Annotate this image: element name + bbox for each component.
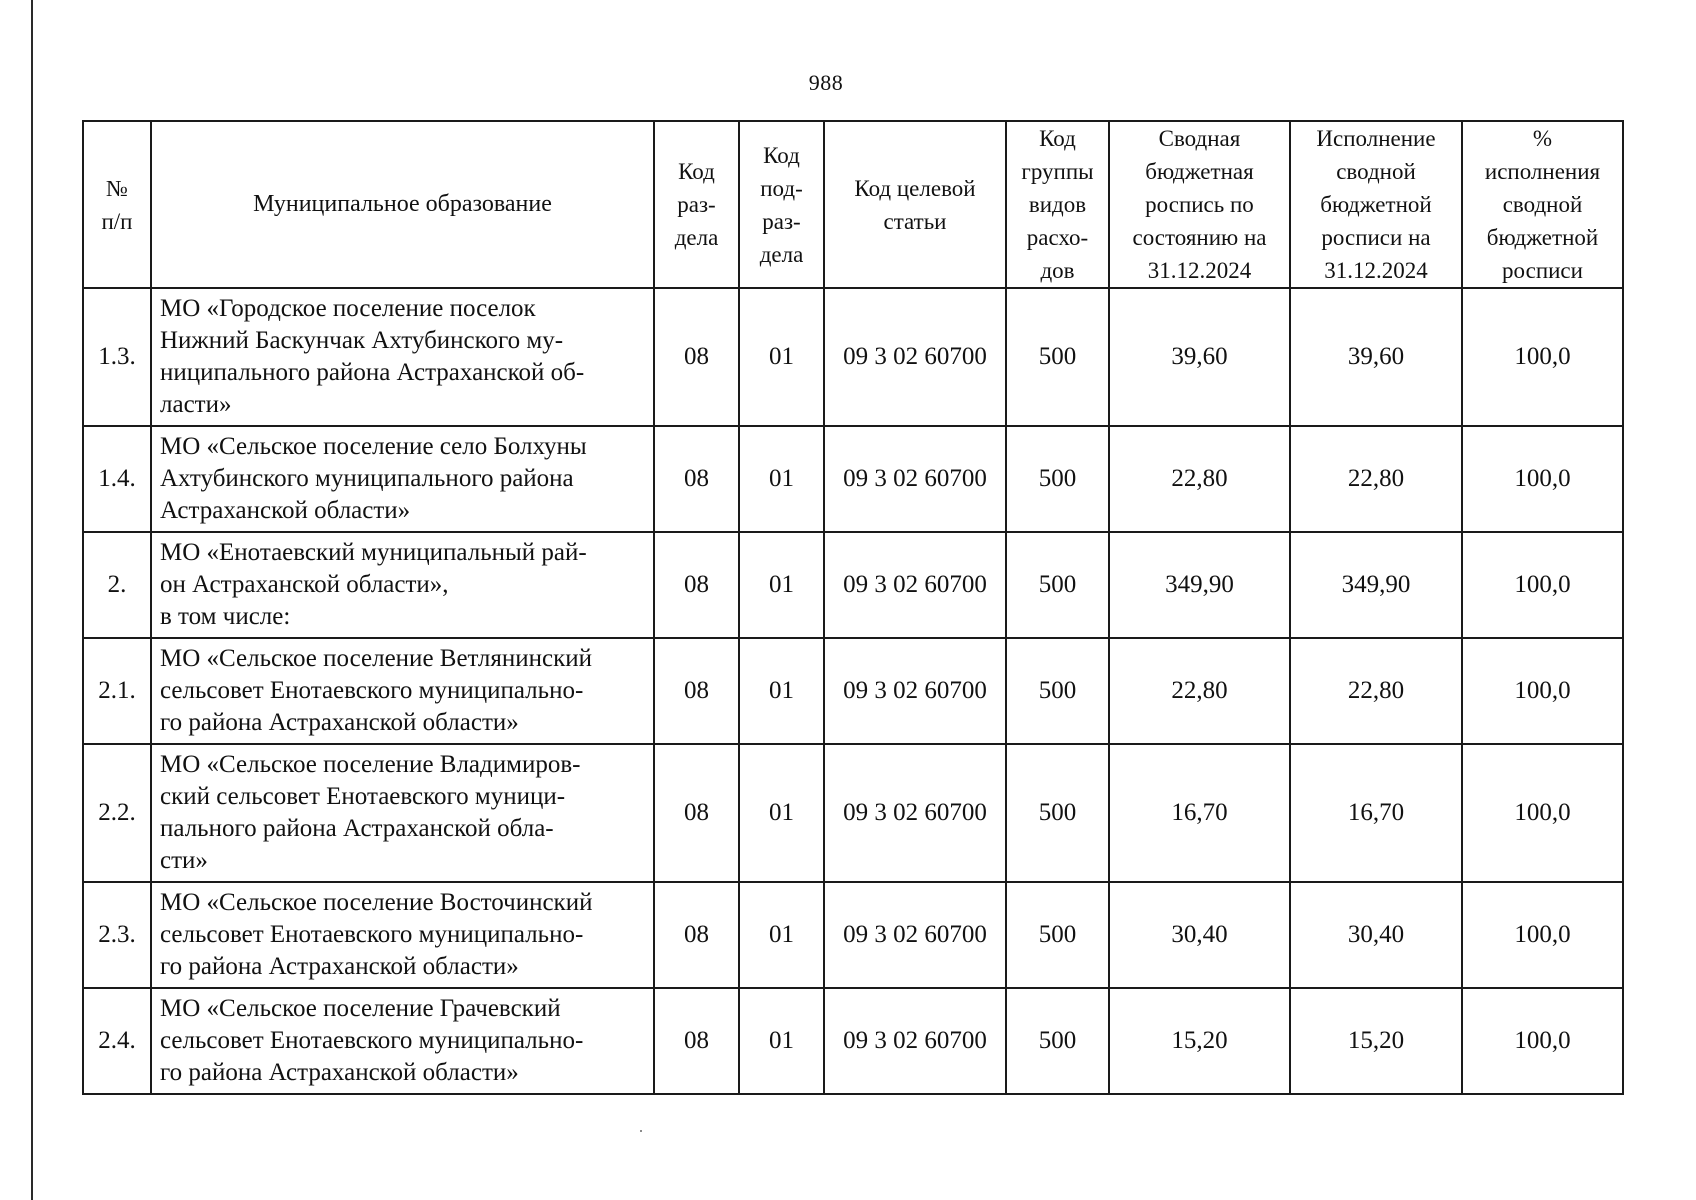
- header-row: [83, 121, 1623, 288]
- row-budget-plan: 22,80: [1109, 638, 1290, 744]
- scan-speck: [640, 1130, 642, 1132]
- table-row: [83, 532, 1623, 638]
- header-execution: Исполнение сводной бюджетной росписи на 31.12.2024: [1290, 121, 1462, 288]
- row-target-code: 09 3 02 60700: [824, 426, 1006, 532]
- row-budget-plan: 16,70: [1109, 744, 1290, 882]
- row-municipality: МО «Сельское поселение Грачевский сельсовет Енотаевского муниципально- го района Астраханской области»: [151, 988, 654, 1094]
- row-expense-group-code: 500: [1006, 638, 1109, 744]
- budget-execution-table: [82, 120, 1624, 1095]
- row-target-code: 09 3 02 60700: [824, 638, 1006, 744]
- row-budget-plan: 349,90: [1109, 532, 1290, 638]
- row-section-code: 08: [654, 882, 739, 988]
- row-expense-group-code: 500: [1006, 288, 1109, 426]
- row-execution-percent: 100,0: [1462, 744, 1623, 882]
- table-row: [83, 288, 1623, 426]
- row-subsection-code: 01: [739, 988, 824, 1094]
- row-execution: 349,90: [1290, 532, 1462, 638]
- header-target-code: Код целевой статьи: [824, 121, 1006, 288]
- row-num: 1.4.: [83, 426, 151, 532]
- row-num: 2.4.: [83, 988, 151, 1094]
- row-execution: 39,60: [1290, 288, 1462, 426]
- row-expense-group-code: 500: [1006, 744, 1109, 882]
- row-municipality: МО «Енотаевский муниципальный рай- он Астраханской области», в том числе:: [151, 532, 654, 638]
- row-execution: 22,80: [1290, 638, 1462, 744]
- row-execution-percent: 100,0: [1462, 882, 1623, 988]
- table-row: [83, 882, 1623, 988]
- row-section-code: 08: [654, 638, 739, 744]
- row-num: 1.3.: [83, 288, 151, 426]
- row-subsection-code: 01: [739, 882, 824, 988]
- row-execution-percent: 100,0: [1462, 426, 1623, 532]
- row-subsection-code: 01: [739, 426, 824, 532]
- row-section-code: 08: [654, 744, 739, 882]
- row-municipality: МО «Сельское поселение Ветлянинский сельсовет Енотаевского муниципально- го района Астраханской области»: [151, 638, 654, 744]
- row-budget-plan: 30,40: [1109, 882, 1290, 988]
- table-row: [83, 638, 1623, 744]
- row-execution: 22,80: [1290, 426, 1462, 532]
- row-expense-group-code: 500: [1006, 988, 1109, 1094]
- header-execution-percent: % исполнения сводной бюджетной росписи: [1462, 121, 1623, 288]
- row-municipality: МО «Сельское поселение Восточинский сельсовет Енотаевского муниципально- го района Астраханской области»: [151, 882, 654, 988]
- row-expense-group-code: 500: [1006, 426, 1109, 532]
- row-section-code: 08: [654, 988, 739, 1094]
- row-expense-group-code: 500: [1006, 532, 1109, 638]
- row-execution: 16,70: [1290, 744, 1462, 882]
- row-target-code: 09 3 02 60700: [824, 882, 1006, 988]
- row-section-code: 08: [654, 426, 739, 532]
- row-subsection-code: 01: [739, 288, 824, 426]
- row-section-code: 08: [654, 288, 739, 426]
- row-execution: 30,40: [1290, 882, 1462, 988]
- row-execution-percent: 100,0: [1462, 288, 1623, 426]
- row-num: 2.: [83, 532, 151, 638]
- row-budget-plan: 39,60: [1109, 288, 1290, 426]
- row-municipality: МО «Сельское поселение Владимиров- ский сельсовет Енотаевского муници- пального района Астраханской обла- сти»: [151, 744, 654, 882]
- table-row: [83, 426, 1623, 532]
- row-num: 2.3.: [83, 882, 151, 988]
- page-number: [0, 70, 1696, 96]
- row-target-code: 09 3 02 60700: [824, 288, 1006, 426]
- header-municipality: Муниципальное образование: [151, 121, 654, 288]
- row-budget-plan: 15,20: [1109, 988, 1290, 1094]
- row-section-code: 08: [654, 532, 739, 638]
- header-num: № п/п: [83, 121, 151, 288]
- row-municipality: МО «Сельское поселение село Болхуны Ахтубинского муниципального района Астраханской области»: [151, 426, 654, 532]
- row-target-code: 09 3 02 60700: [824, 532, 1006, 638]
- table-row: [83, 988, 1623, 1094]
- row-target-code: 09 3 02 60700: [824, 744, 1006, 882]
- header-budget-plan: Сводная бюджетная роспись по состоянию на 31.12.2024: [1109, 121, 1290, 288]
- table-header: [83, 121, 1623, 288]
- row-execution-percent: 100,0: [1462, 988, 1623, 1094]
- row-subsection-code: 01: [739, 638, 824, 744]
- header-expense-group-code: Код группы видов расхо- дов: [1006, 121, 1109, 288]
- header-subsection-code: Код под- раз- дела: [739, 121, 824, 288]
- page-number-text: 988: [808, 70, 844, 95]
- row-execution-percent: 100,0: [1462, 638, 1623, 744]
- table-row: [83, 744, 1623, 882]
- row-subsection-code: 01: [739, 532, 824, 638]
- row-expense-group-code: 500: [1006, 882, 1109, 988]
- row-execution-percent: 100,0: [1462, 532, 1623, 638]
- row-num: 2.2.: [83, 744, 151, 882]
- row-municipality: МО «Городское поселение поселок Нижний Баскунчак Ахтубинского му- ниципального района Астраханской об- ласти»: [151, 288, 654, 426]
- row-target-code: 09 3 02 60700: [824, 988, 1006, 1094]
- row-budget-plan: 22,80: [1109, 426, 1290, 532]
- row-execution: 15,20: [1290, 988, 1462, 1094]
- scan-left-edge: [31, 0, 33, 1200]
- row-subsection-code: 01: [739, 744, 824, 882]
- table-body: [83, 288, 1623, 1094]
- header-section-code: Код раз- дела: [654, 121, 739, 288]
- row-num: 2.1.: [83, 638, 151, 744]
